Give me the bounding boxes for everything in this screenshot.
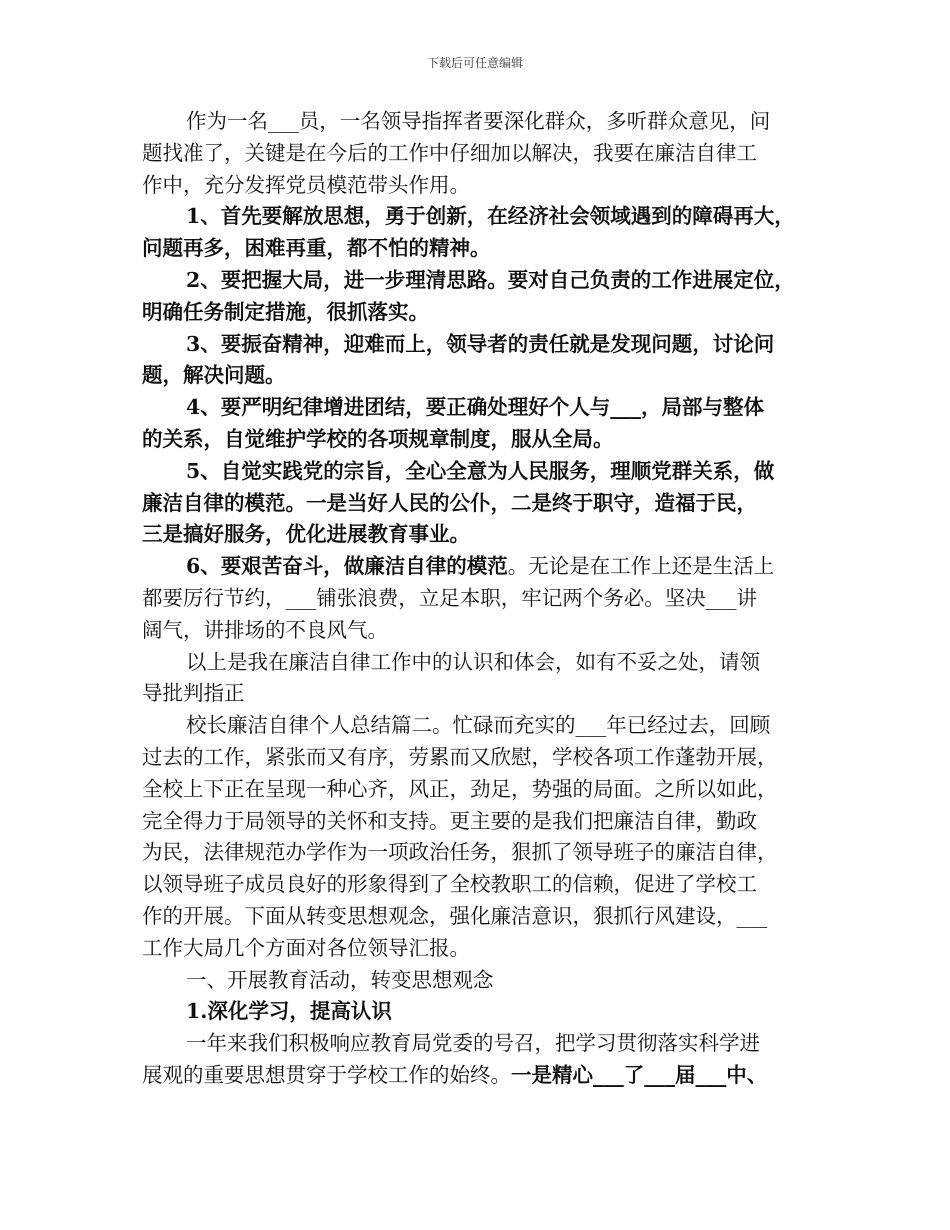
text-line: 1.深化学习，提高认识: [186, 999, 392, 1024]
text-line: 的关系，自觉维护学校的各项规章制度，服从全局。: [142, 426, 614, 451]
text-line: [142, 551, 814, 583]
page-header: 下载后可任意编辑: [426, 56, 523, 70]
text-line: 题找准了，关键是在今后的工作中仔细加以解决，我要在廉洁自律工: [142, 140, 757, 165]
text-line: 三是搞好服务，优化进展教育事业。: [142, 522, 470, 547]
text-line: 问题再多，困难再重，都不怕的精神。: [142, 236, 491, 261]
text-line: 一、开展教育活动，转变思想观念: [186, 967, 494, 992]
text-segment: 6、要艰苦奋斗，做廉洁自律的模范: [186, 554, 508, 579]
text-line: 作中，充分发挥党员模范带头作用。: [142, 172, 470, 197]
text-line: 工作大局几个方面对各位领导汇报。: [142, 935, 470, 960]
text-line: 3、要振奋精神，迎难而上，领导者的责任就是发现问题，讨论问: [186, 331, 775, 356]
text-line: 1、首先要解放思想，勇于创新，在经济社会领域遇到的障碍再大，: [186, 204, 795, 229]
text-line: 以上是我在廉洁自律工作中的认识和体会，如有不妥之处，请领: [186, 649, 760, 674]
text-line: [142, 1060, 814, 1092]
text-line: 阔气，讲排场的不良风气。: [142, 617, 388, 642]
text-line: 以领导班子成员良好的形象得到了全校教职工的信赖，促进了学校工: [142, 872, 757, 897]
text-segment: 展观的重要思想贯穿于学校工作的始终。: [142, 1062, 511, 1087]
document-body: [142, 106, 814, 1092]
text-segment: 。无论是在工作上还是生活上: [507, 554, 775, 579]
text-line: 导批判指正: [142, 681, 245, 706]
text-line: 题，解决问题。: [142, 363, 286, 388]
text-line: 完全得力于局领导的关怀和支持。更主要的是我们把廉洁自律，勤政: [142, 808, 757, 833]
text-line: 4、要严明纪律增进团结，要正确处理好个人与___，局部与整体: [186, 395, 765, 420]
text-line: 过去的工作，紧张而又有序，劳累而又欣慰，学校各项工作蓬勃开展，: [142, 744, 778, 769]
text-line: 都要厉行节约，___铺张浪费，立足本职，牢记两个务必。坚决___讲: [142, 585, 757, 610]
text-line: 5、自觉实践党的宗旨，全心全意为人民服务，理顺党群关系，做: [186, 458, 775, 483]
text-line: 作为一名___员，一名领导指挥者要深化群众，多听群众意见，问: [186, 109, 771, 133]
text-segment: 一是精心___了___届___中、: [511, 1062, 768, 1087]
text-line: 2、要把握大局，进一步理清思路。要对自己负责的工作进展定位，: [186, 267, 795, 292]
text-line: 明确任务制定措施，很抓落实。: [142, 299, 429, 324]
text-line: 为民，法律规范办学作为一项政治任务，狠抓了领导班子的廉洁自律，: [142, 840, 778, 865]
text-line: 全校上下正在呈现一种心齐，风正，劲足，势强的局面。之所以如此，: [142, 776, 778, 801]
text-line: 一年来我们积极响应教育局党委的号召，把学习贯彻落实科学进: [186, 1031, 760, 1056]
text-line: 作的开展。下面从转变思想观念，强化廉洁意识，狠抓行风建设，___: [142, 903, 768, 928]
text-line: 廉洁自律的模范。一是当好人民的公仆，二是终于职守，造福于民，: [142, 490, 757, 515]
text-line: 校长廉洁自律个人总结篇二。忙碌而充实的___年已经过去，回顾: [186, 713, 771, 738]
